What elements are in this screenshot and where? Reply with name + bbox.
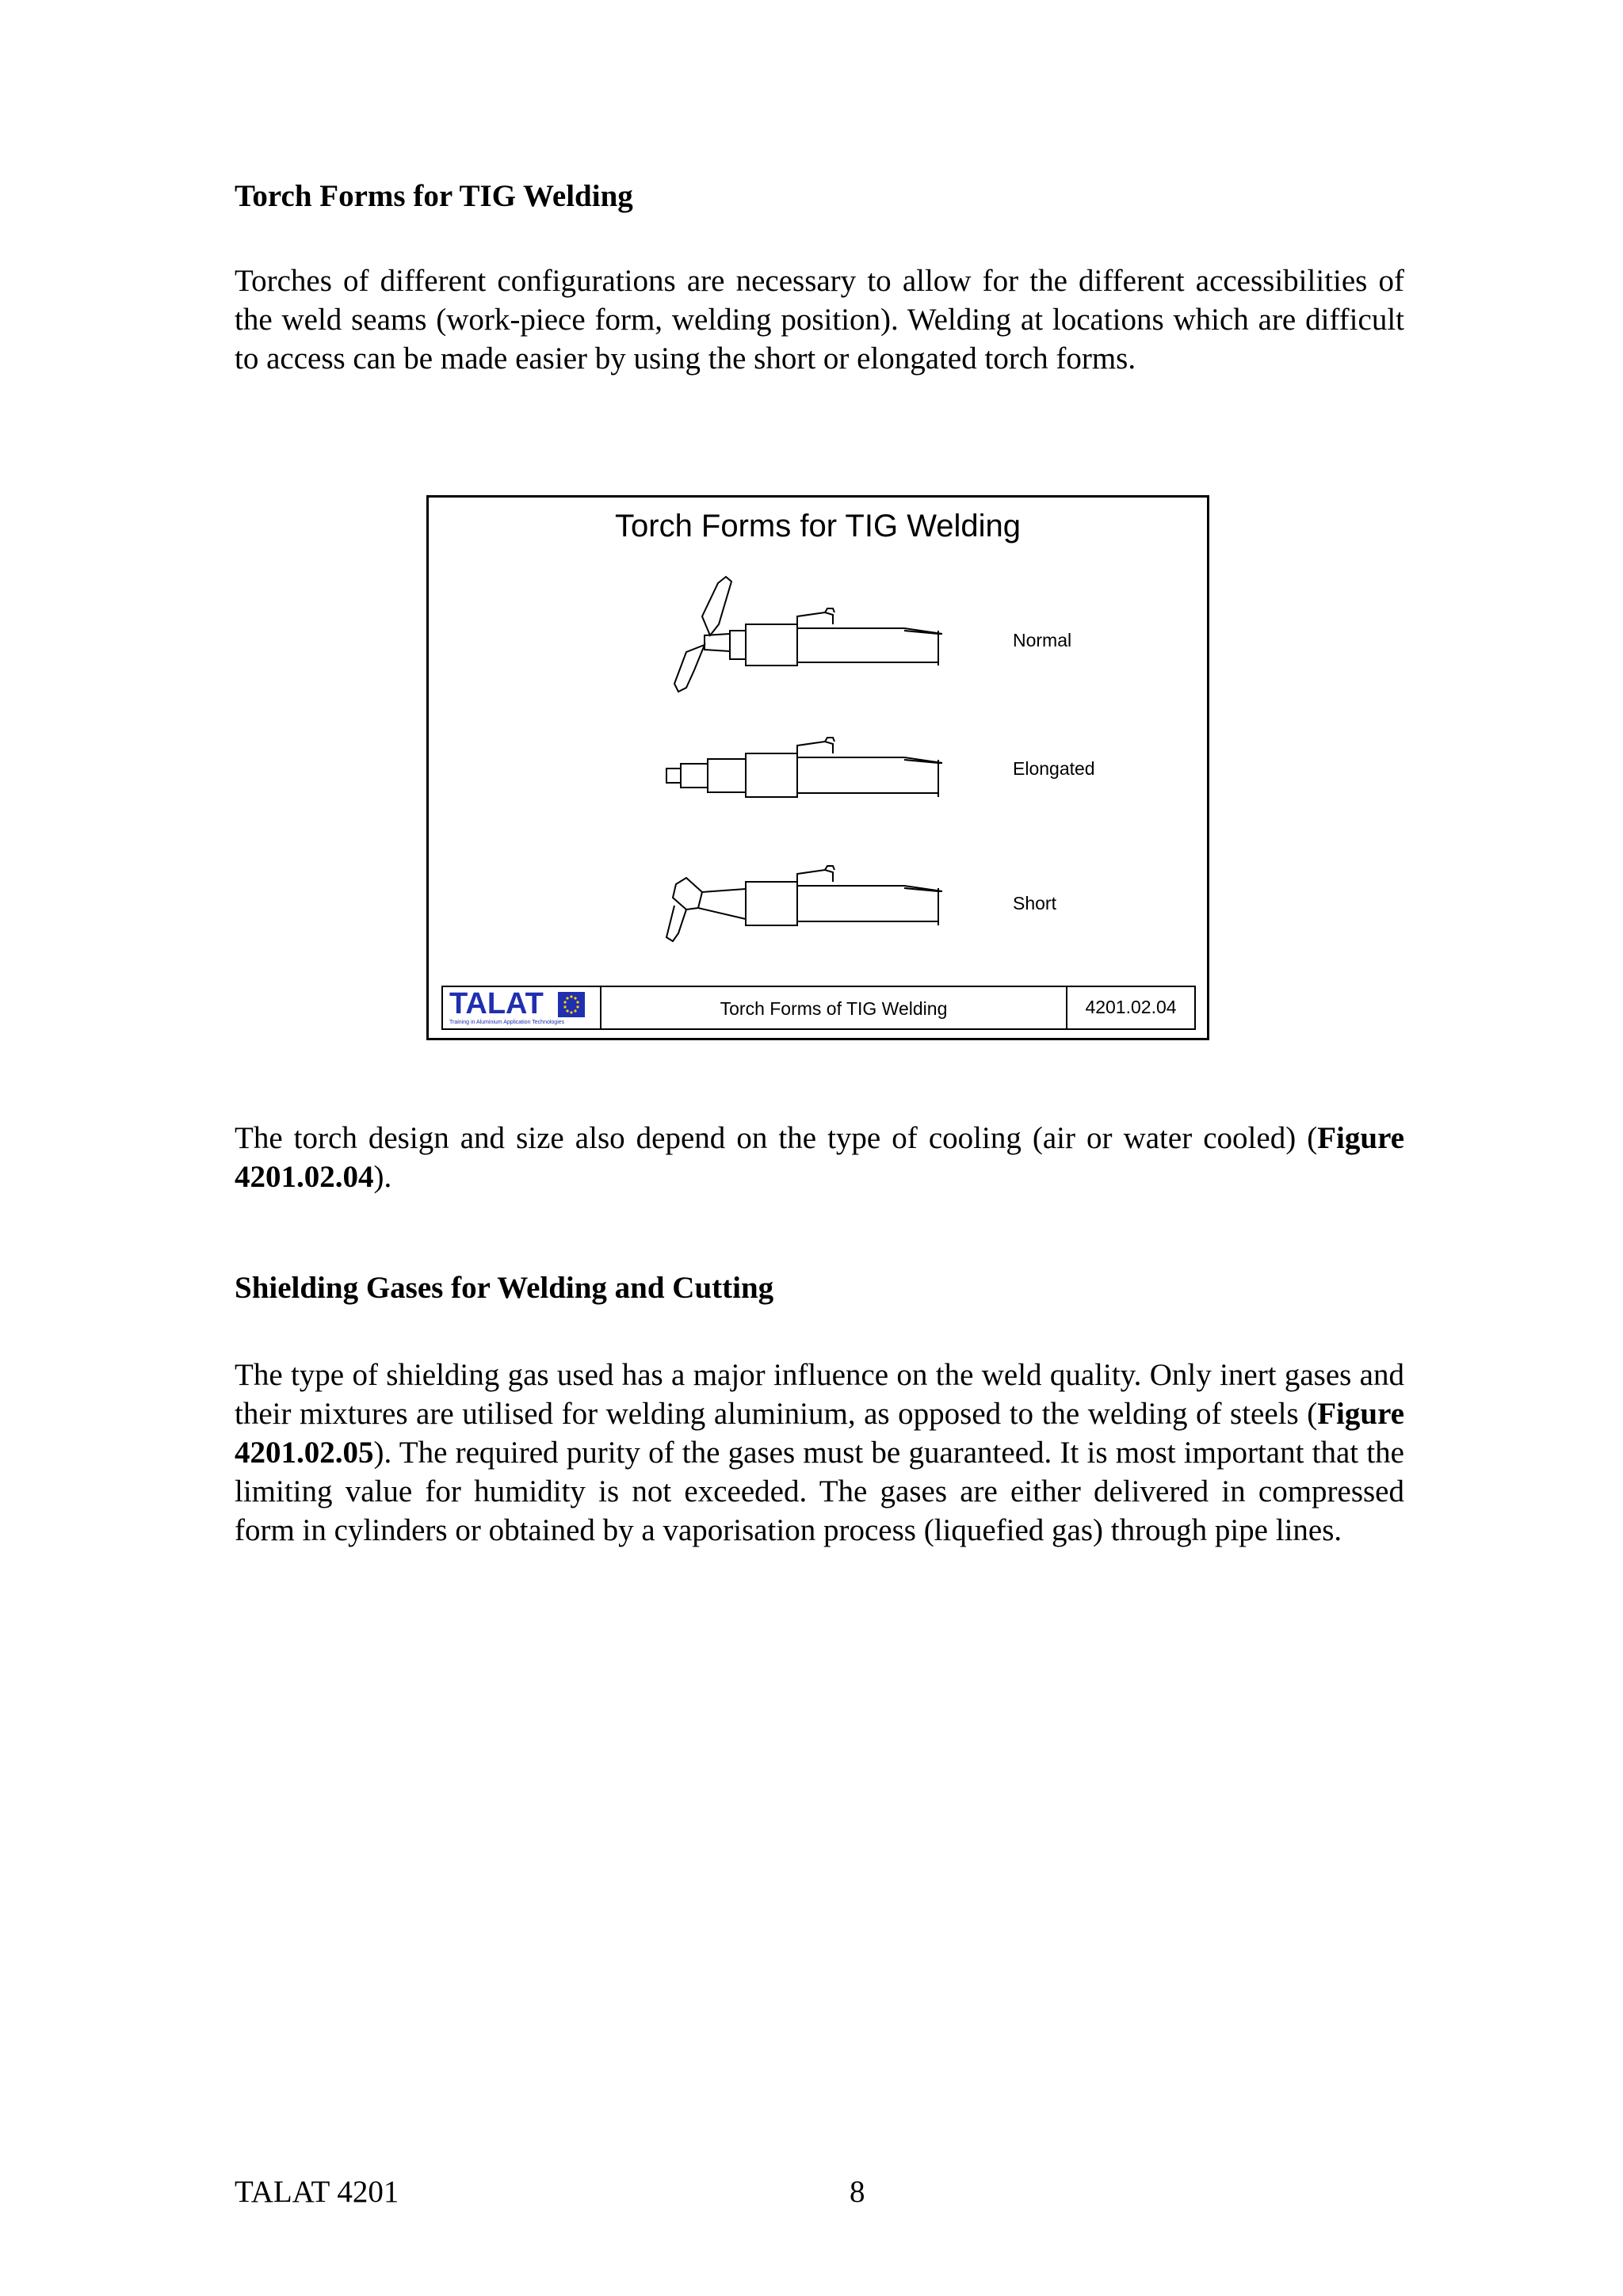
section-heading-shielding-gases: Shielding Gases for Welding and Cutting bbox=[235, 1271, 774, 1305]
label-normal: Normal bbox=[1013, 630, 1072, 650]
figure-reference-4201-02-05: Figure 4201.02.05 bbox=[235, 1397, 1404, 1470]
torch-drawings bbox=[429, 498, 1207, 973]
shielding-text-after: ). The required purity of the gases must be guaranteed. It is most important that the limiting value for humidity is not exceeded. The gases are either delivered in compressed form in cylinders or obtained by a vaporisation process (liquefied gas) through pipe lines. bbox=[235, 1436, 1404, 1547]
paragraph-shielding-gases bbox=[235, 1356, 1404, 1550]
label-elongated: Elongated bbox=[1013, 758, 1095, 779]
figure-torch-forms bbox=[426, 495, 1209, 1040]
normal-torch-drawing bbox=[674, 577, 942, 692]
figure-reference-4201-02-04: Figure 4201.02.04 bbox=[235, 1121, 1404, 1194]
talat-logo bbox=[443, 987, 601, 1028]
figure-code: 4201.02.04 bbox=[1085, 997, 1177, 1017]
elongated-torch-drawing bbox=[666, 738, 942, 797]
eu-stars bbox=[559, 993, 584, 1016]
torch-design-text-after: ). bbox=[373, 1160, 392, 1194]
shielding-text-before: The type of shielding gas used has a major influence on the weld quality. Only inert gases and their mixtures are utilised for welding aluminium, as opposed to the welding of steels ( bbox=[235, 1358, 1404, 1431]
talat-logo-subtitle: Training in Aluminium Application Technologies bbox=[449, 1020, 565, 1025]
figure-caption: Torch Forms of TIG Welding bbox=[601, 987, 1067, 1028]
figure-footer bbox=[441, 986, 1196, 1030]
short-torch-drawing bbox=[666, 866, 942, 941]
footer-document-id: TALAT 4201 bbox=[235, 2175, 399, 2209]
torch-design-text-before: The torch design and size also depend on the type of cooling (air or water cooled) ( bbox=[235, 1121, 1318, 1155]
label-short: Short bbox=[1013, 893, 1056, 913]
paragraph-torch-design bbox=[235, 1119, 1404, 1196]
section-heading-torch-forms: Torch Forms for TIG Welding bbox=[235, 179, 633, 213]
eu-flag-icon bbox=[558, 992, 585, 1017]
footer-page-number: 8 bbox=[850, 2175, 865, 2209]
talat-logo-word: TALAT bbox=[449, 987, 544, 1020]
paragraph-torch-forms: Torches of different configurations are necessary to allow for the different accessibilities of the weld seams (work-piece form, welding position). Welding at locations which are difficult to access can be made easier by using the short or elongated torch forms. bbox=[235, 264, 1404, 376]
figure-title: Torch Forms for TIG Welding bbox=[615, 509, 1021, 543]
